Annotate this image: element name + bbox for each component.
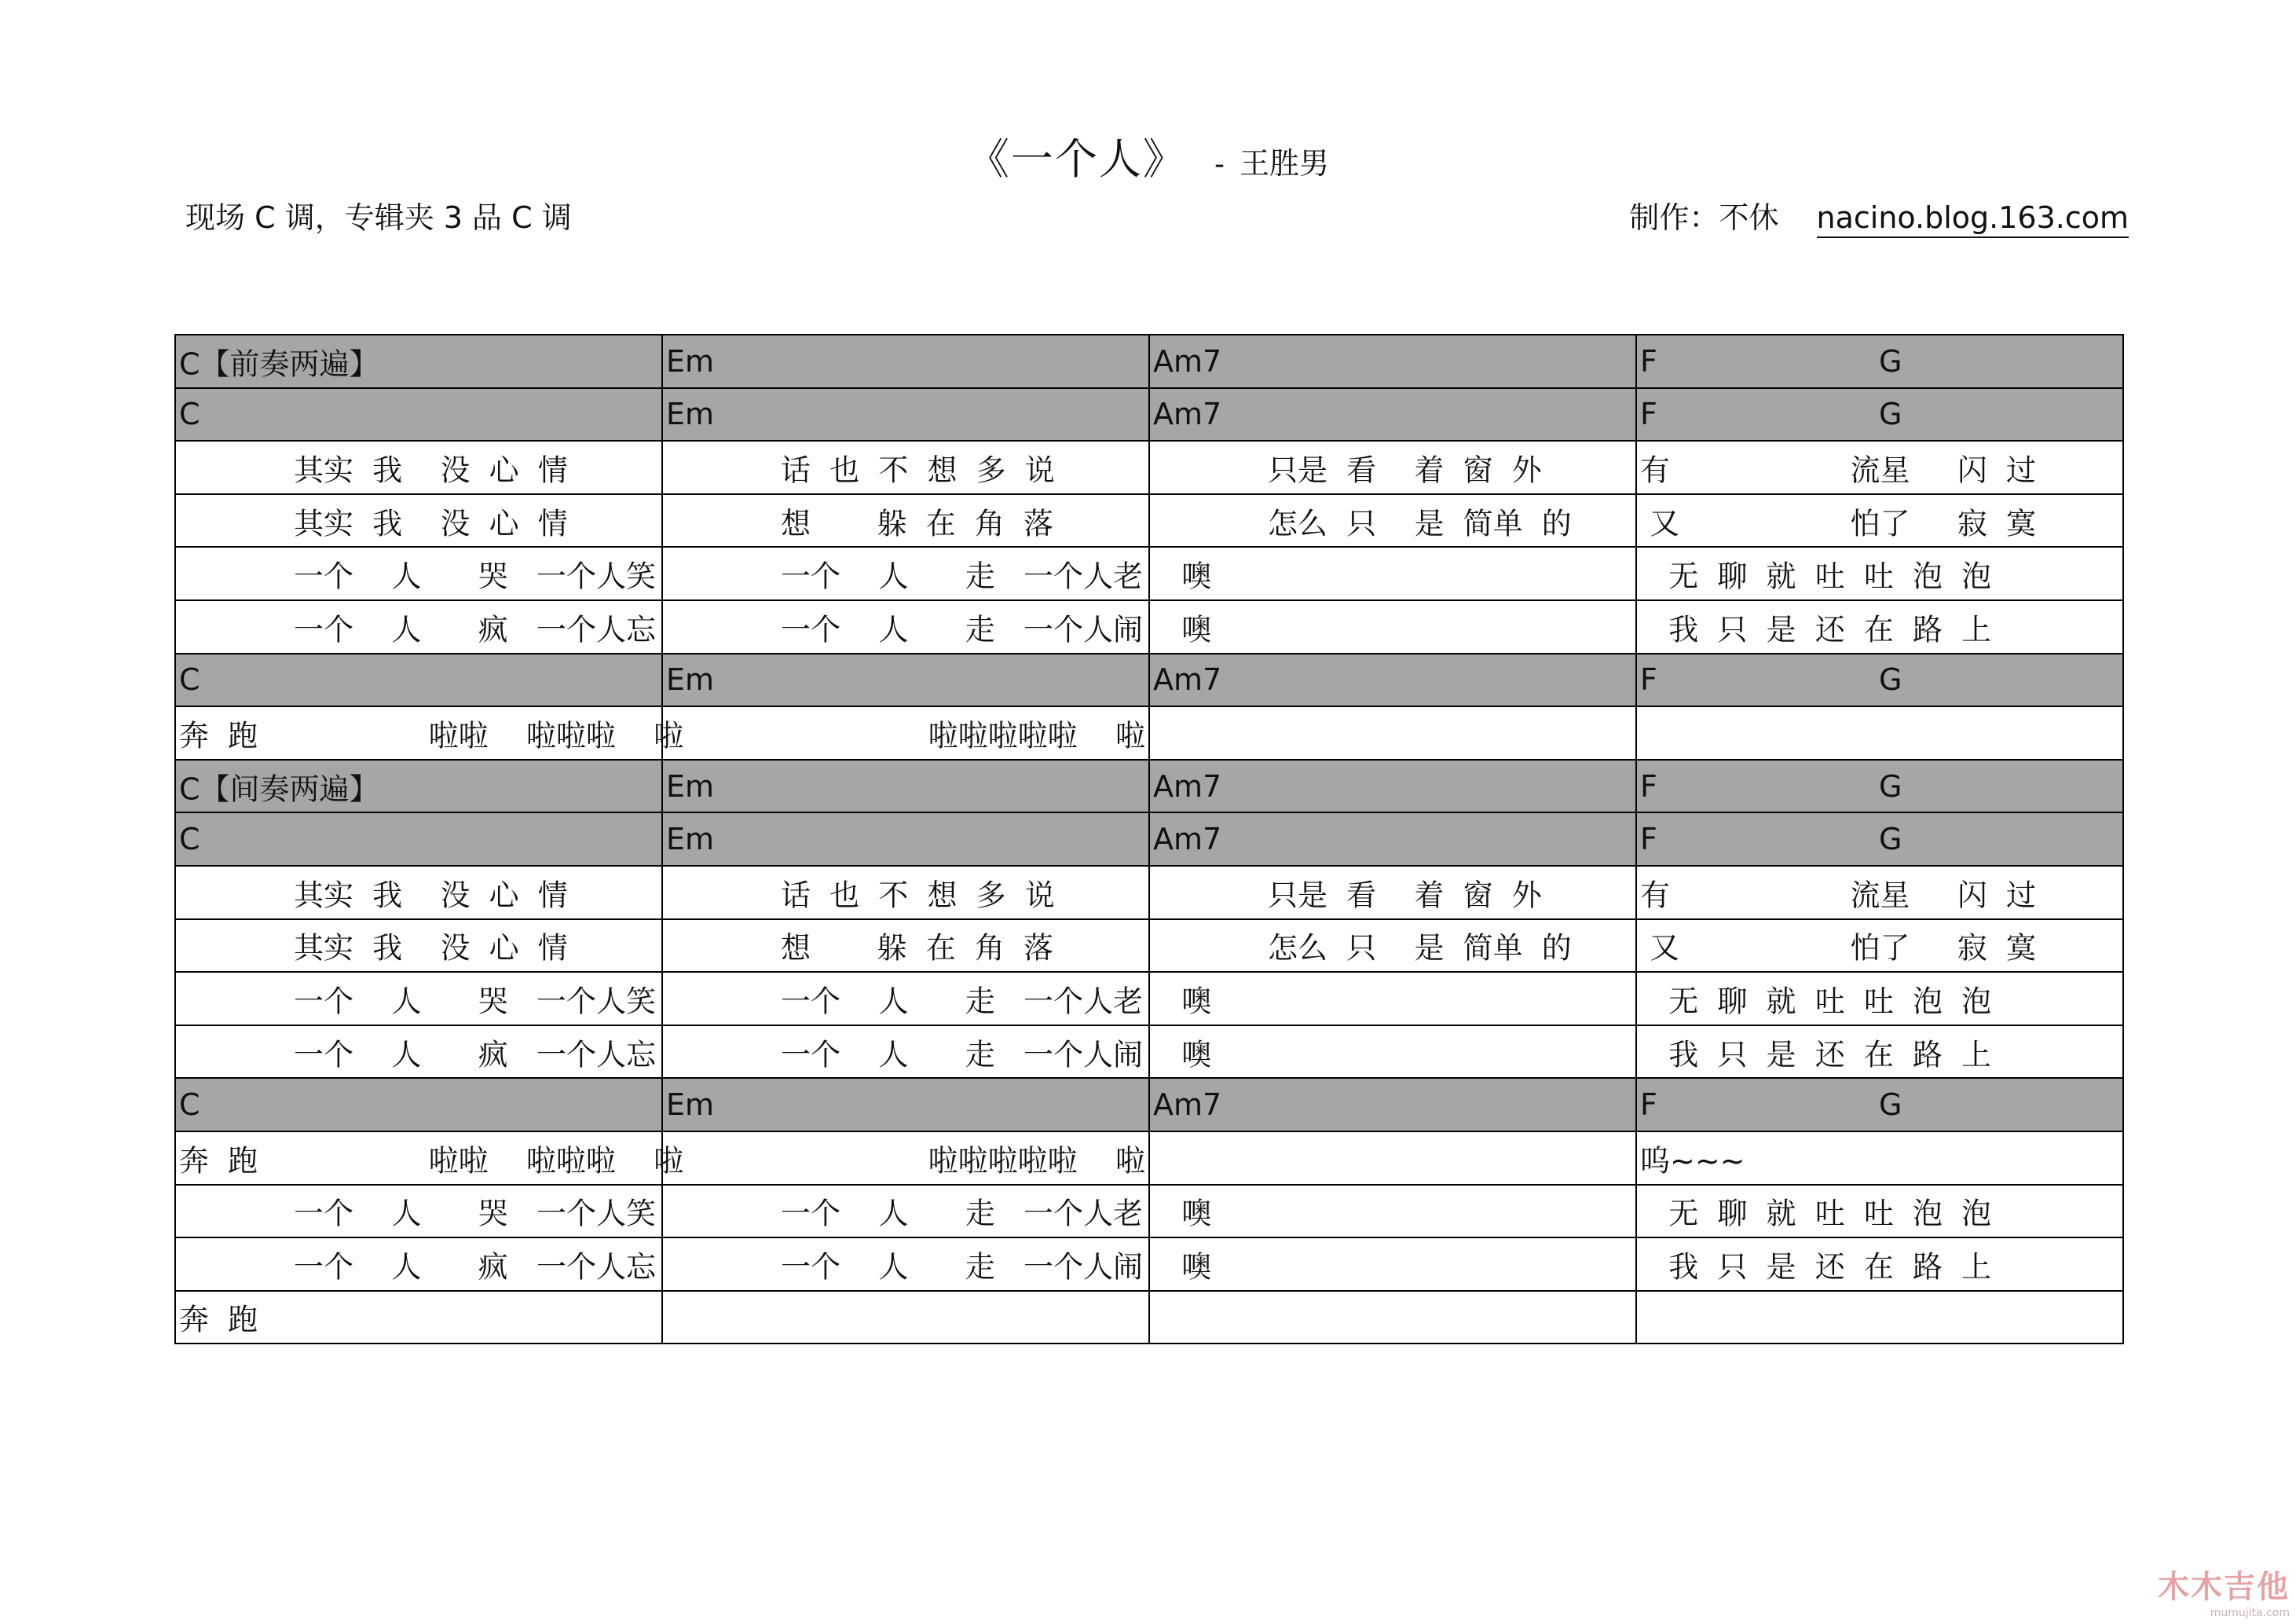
lyric-cell xyxy=(662,972,1149,1025)
lyric-cell xyxy=(1149,547,1636,600)
lyric-text: 其实 我 没 心 情 xyxy=(294,878,568,913)
lyric-text: 我 只 是 还 在 路 上 xyxy=(1640,612,1992,647)
lyric-cell xyxy=(1149,1185,1636,1238)
lyric-cell xyxy=(662,547,1149,600)
chord-label: F xyxy=(1640,1087,1657,1123)
chord-label: Em xyxy=(666,662,715,698)
lyric-cell xyxy=(662,600,1149,654)
chord-cell xyxy=(1636,760,2123,813)
chord-label: G xyxy=(1879,1087,1902,1123)
lyric-cell xyxy=(175,1237,662,1291)
chord-cell xyxy=(1149,760,1636,813)
lyric-row xyxy=(175,494,2123,548)
chord-cell xyxy=(1636,335,2123,388)
lyric-row xyxy=(175,441,2123,494)
lyric-cell xyxy=(175,919,662,973)
chord-label: Am7 xyxy=(1153,1087,1222,1123)
lyric-cell xyxy=(1636,1291,2123,1344)
chord-label: C xyxy=(179,662,200,698)
lyric-row xyxy=(175,1131,2123,1185)
lyric-cell xyxy=(1636,441,2123,494)
lyric-cell xyxy=(1149,1237,1636,1291)
chord-label: F xyxy=(1640,768,1657,804)
lyric-cell xyxy=(175,1185,662,1238)
chord-cell xyxy=(175,335,662,388)
lyric-row xyxy=(175,919,2123,973)
lyric-text: 话 也 不 想 多 说 xyxy=(781,878,1055,913)
chord-label: Em xyxy=(666,768,715,804)
chord-cell xyxy=(1636,812,2123,866)
chord-cell xyxy=(1149,335,1636,388)
lyric-text: 奔 跑 啦啦 啦啦啦 啦 xyxy=(179,718,684,753)
lyric-cell xyxy=(1149,1025,1636,1079)
lyric-text: 想 躲 在 角 落 xyxy=(781,506,1054,541)
lyric-row xyxy=(175,1237,2123,1291)
lyric-text: 呜~~~ xyxy=(1640,1143,1745,1179)
chord-cell xyxy=(175,388,662,442)
lyric-row xyxy=(175,706,2123,760)
chord-cell xyxy=(662,335,1149,388)
chord-label: Am7 xyxy=(1153,397,1222,432)
chord-label: F xyxy=(1640,343,1657,379)
lyric-text: 奔 跑 xyxy=(179,1302,258,1337)
chord-cell xyxy=(662,812,1149,866)
chord-row xyxy=(175,812,2123,866)
lyric-row xyxy=(175,1025,2123,1079)
chord-sheet-table xyxy=(174,334,2124,1344)
lyric-cell xyxy=(175,706,684,760)
lyric-cell xyxy=(1636,1131,2123,1185)
lyric-cell xyxy=(1636,919,2123,973)
chord-label: G xyxy=(1879,343,1902,379)
chord-row xyxy=(175,760,2123,813)
chord-row xyxy=(175,335,2123,388)
chord-cell xyxy=(662,760,1149,813)
chord-label: C xyxy=(179,397,200,432)
chord-cell xyxy=(1636,388,2123,442)
chord-label: F xyxy=(1640,822,1657,857)
title-line xyxy=(0,126,2296,186)
lyric-cell xyxy=(662,1131,1149,1185)
lyric-text: 奔 跑 啦啦 啦啦啦 啦 xyxy=(179,1143,684,1179)
lyric-cell xyxy=(1149,866,1636,919)
credit-maker: 制作：不休 xyxy=(1629,200,1779,235)
lyric-cell xyxy=(175,1131,684,1185)
lyric-text: 一个 人 疯 一个人忘 xyxy=(294,1249,657,1285)
lyric-cell xyxy=(1149,441,1636,494)
lyric-text: 一个 人 哭 一个人笑 xyxy=(294,559,657,594)
chord-label: Am7 xyxy=(1153,822,1222,857)
chord-label: C xyxy=(179,1087,200,1123)
chord-cell xyxy=(1149,654,1636,707)
chord-label: G xyxy=(1879,662,1902,698)
lyric-text: 我 只 是 还 在 路 上 xyxy=(1640,1249,1992,1285)
lyric-cell xyxy=(1149,1131,1636,1185)
credit xyxy=(1629,193,2129,236)
lyric-cell xyxy=(1636,866,2123,919)
key-info: 现场 C 调，专辑夹 3 品 C 调 xyxy=(185,200,572,235)
chord-row xyxy=(175,1078,2123,1131)
chord-cell xyxy=(1636,1078,2123,1131)
artist-name: 王胜男 xyxy=(1240,146,1330,181)
chord-cell xyxy=(1149,812,1636,866)
chord-row xyxy=(175,388,2123,442)
lyric-text: 噢 xyxy=(1153,1249,1212,1285)
lyric-text: 一个 人 疯 一个人忘 xyxy=(294,612,657,647)
chord-label: Em xyxy=(666,343,715,379)
lyric-cell xyxy=(1636,706,2123,760)
lyric-text: 一个 人 哭 一个人笑 xyxy=(294,1196,657,1231)
lyric-cell xyxy=(662,1025,1149,1079)
credit-link[interactable]: nacino.blog.163.com xyxy=(1817,200,2129,238)
lyric-cell xyxy=(662,866,1149,919)
chord-label: G xyxy=(1879,822,1902,857)
lyric-text: 噢 xyxy=(1153,984,1212,1019)
lyric-row xyxy=(175,866,2123,919)
lyric-text: 噢 xyxy=(1153,1037,1212,1072)
lyric-text: 其实 我 没 心 情 xyxy=(294,506,568,541)
lyric-cell xyxy=(1636,494,2123,548)
watermark-url: mumujita.com xyxy=(2210,1607,2290,1619)
chord-label: G xyxy=(1879,397,1902,432)
lyric-text: 无 聊 就 吐 吐 泡 泡 xyxy=(1640,984,1992,1019)
lyric-text: 一个 人 走 一个人老 xyxy=(781,559,1144,594)
chord-cell xyxy=(662,654,1149,707)
lyric-text: 我 只 是 还 在 路 上 xyxy=(1640,1037,1992,1072)
chord-row xyxy=(175,654,2123,707)
chord-label: Am7 xyxy=(1153,768,1222,804)
lyric-text: 只是 看 着 窗 外 xyxy=(1268,453,1542,488)
chord-label: F xyxy=(1640,662,1657,698)
chord-label: Em xyxy=(666,1087,715,1123)
lyric-cell xyxy=(1149,706,1636,760)
lyric-cell xyxy=(662,919,1149,973)
lyric-text: 无 聊 就 吐 吐 泡 泡 xyxy=(1640,1196,1992,1231)
chord-cell xyxy=(175,760,662,813)
chord-cell xyxy=(662,388,1149,442)
title-separator: - xyxy=(1214,148,1225,181)
lyric-text: 其实 我 没 心 情 xyxy=(294,930,568,966)
lyric-cell xyxy=(175,866,662,919)
lyric-text: 一个 人 走 一个人闹 xyxy=(781,1037,1144,1072)
watermark xyxy=(2158,1562,2290,1619)
lyric-cell xyxy=(175,972,662,1025)
chord-label: F xyxy=(1640,397,1657,432)
chord-label: C xyxy=(179,822,200,857)
lyric-cell xyxy=(1636,1025,2123,1079)
chord-cell xyxy=(1149,1078,1636,1131)
chord-cell xyxy=(662,1078,1149,1131)
lyric-text: 有 流星 闪 过 xyxy=(1640,878,2037,913)
lyric-row xyxy=(175,547,2123,600)
lyric-cell xyxy=(1636,1237,2123,1291)
chord-label: Am7 xyxy=(1153,343,1222,379)
lyric-text: 怎么 只 是 简单 的 xyxy=(1268,930,1572,966)
lyric-cell xyxy=(662,441,1149,494)
lyric-cell xyxy=(1636,972,2123,1025)
lyric-text: 只是 看 着 窗 外 xyxy=(1268,878,1542,913)
lyric-cell xyxy=(1636,547,2123,600)
lyric-text: 噢 xyxy=(1153,559,1212,594)
lyric-cell xyxy=(1149,600,1636,654)
chord-label: C【前奏两遍】 xyxy=(179,346,379,382)
lyric-text: 一个 人 走 一个人老 xyxy=(781,984,1144,1019)
watermark-logo: 木木吉他 xyxy=(2158,1569,2290,1605)
lyric-cell xyxy=(175,547,662,600)
lyric-text: 一个 人 走 一个人闹 xyxy=(781,612,1144,647)
lyric-cell xyxy=(1149,1291,1636,1344)
lyric-cell xyxy=(1636,600,2123,654)
lyric-text: 噢 xyxy=(1153,612,1212,647)
lyric-text: 一个 人 疯 一个人忘 xyxy=(294,1037,657,1072)
song-title: 《一个人》 xyxy=(966,134,1187,184)
chord-cell xyxy=(1149,388,1636,442)
lyric-text: 无 聊 就 吐 吐 泡 泡 xyxy=(1640,559,1992,594)
chord-label: G xyxy=(1879,768,1902,804)
lyric-cell xyxy=(175,494,662,548)
lyric-text: 啦啦啦啦啦 啦 xyxy=(928,1143,1145,1179)
lyric-cell xyxy=(662,1237,1149,1291)
lyric-cell xyxy=(175,441,662,494)
chord-cell xyxy=(175,654,662,707)
chord-label: Em xyxy=(666,397,715,432)
lyric-row xyxy=(175,972,2123,1025)
lyric-cell xyxy=(175,600,662,654)
lyric-text: 其实 我 没 心 情 xyxy=(294,453,568,488)
lyric-row xyxy=(175,1185,2123,1238)
lyric-text: 怎么 只 是 简单 的 xyxy=(1268,506,1572,541)
lyric-cell xyxy=(662,706,1149,760)
lyric-cell xyxy=(1636,1185,2123,1238)
lyric-text: 话 也 不 想 多 说 xyxy=(781,453,1055,488)
lyric-cell xyxy=(1149,494,1636,548)
lyric-row xyxy=(175,1291,2123,1344)
lyric-text: 一个 人 走 一个人闹 xyxy=(781,1249,1144,1285)
lyric-text: 一个 人 哭 一个人笑 xyxy=(294,984,657,1019)
chord-label: Am7 xyxy=(1153,662,1222,698)
lyric-cell xyxy=(1149,919,1636,973)
chord-cell xyxy=(1636,654,2123,707)
lyric-cell xyxy=(662,494,1149,548)
chord-cell xyxy=(175,1078,662,1131)
lyric-cell xyxy=(175,1291,662,1344)
chord-cell xyxy=(175,812,662,866)
lyric-text: 啦啦啦啦啦 啦 xyxy=(928,718,1145,753)
lyric-row xyxy=(175,600,2123,654)
lyric-cell xyxy=(175,1025,662,1079)
lyric-text: 噢 xyxy=(1153,1196,1212,1231)
lyric-text: 又 怕了 寂 寞 xyxy=(1640,506,2037,541)
lyric-cell xyxy=(1149,972,1636,1025)
chord-label: Em xyxy=(666,822,715,857)
lyric-cell xyxy=(662,1185,1149,1238)
lyric-text: 想 躲 在 角 落 xyxy=(781,930,1054,966)
lyric-text: 又 怕了 寂 寞 xyxy=(1640,930,2037,966)
lyric-text: 一个 人 走 一个人老 xyxy=(781,1196,1144,1231)
chord-label: C【间奏两遍】 xyxy=(179,772,379,807)
lyric-text: 有 流星 闪 过 xyxy=(1640,453,2037,488)
lyric-cell xyxy=(662,1291,1149,1344)
